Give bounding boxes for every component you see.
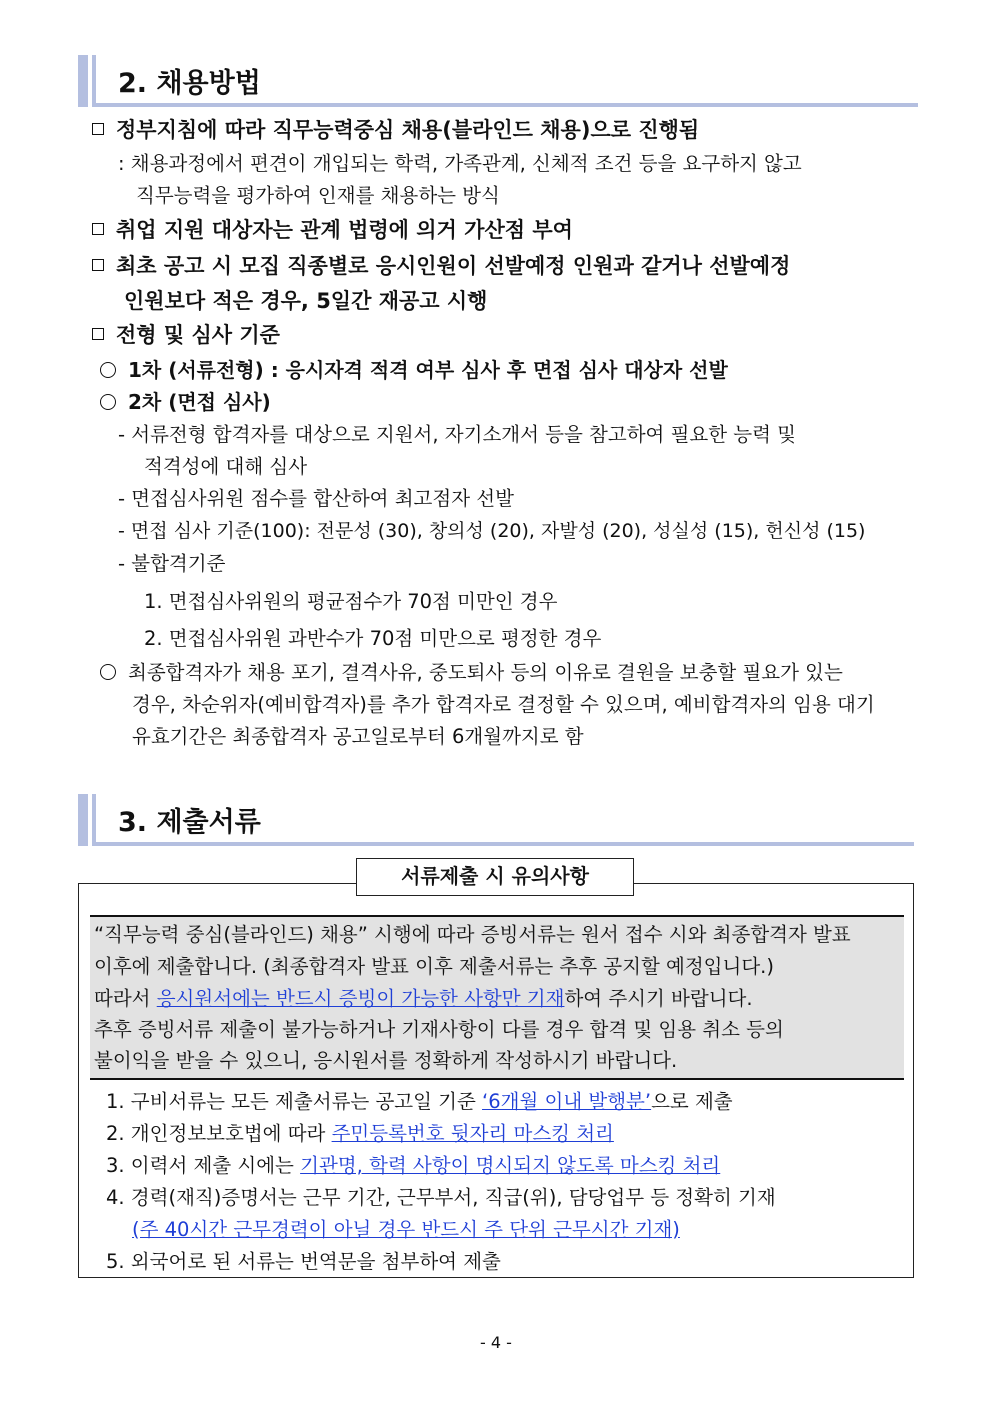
doc-list-item: 1. 구비서류는 모든 제출서류는 공고일 기준 ‘6개월 이내 발행분’으로 제출 xyxy=(106,1090,733,1113)
header-accent-bar xyxy=(78,55,88,107)
checkbox-bullet-icon xyxy=(92,223,104,235)
numbered-item: 1. 면접심사위원의 평균점수가 70점 미만인 경우 xyxy=(144,590,558,613)
header-underline xyxy=(96,842,914,846)
bullet-item: 전형 및 심사 기준 xyxy=(92,322,280,348)
notice-box-title: 서류제출 시 유의사항 xyxy=(356,858,634,896)
notice-line: “직무능력 중심(블라인드) 채용” 시행에 따라 증빙서류는 원서 접수 시와 최종합격자 발표 xyxy=(94,923,851,946)
highlight-text: ‘6개월 이내 발행분’ xyxy=(482,1090,652,1113)
circle-item: 2차 (면접 심사) xyxy=(100,389,271,415)
dash-item: - 면접심사위원 점수를 합산하여 최고점자 선발 xyxy=(118,487,514,510)
bullet-item: 최초 공고 시 모집 직종별로 응시인원이 선발예정 인원과 같거나 선발예정 xyxy=(92,253,790,279)
notice-line: 이후에 제출합니다. (최종합격자 발표 이후 제출서류는 추후 공지할 예정입니다.) xyxy=(94,955,774,978)
section-3-title: 3. 제출서류 xyxy=(118,807,261,838)
numbered-item: 2. 면접심사위원 과반수가 70점 미만으로 평정한 경우 xyxy=(144,627,602,650)
highlight-text: 기관명, 학력 사항이 명시되지 않도록 마스킹 처리 xyxy=(300,1154,721,1177)
bullet-item: 정부지침에 따라 직무능력중심 채용(블라인드 채용)으로 진행됨 xyxy=(92,117,699,143)
highlight-text: 주민등록번호 뒷자리 마스킹 처리 xyxy=(331,1122,614,1145)
notice-line: 불이익을 받을 수 있으니, 응시원서를 정확하게 작성하시기 바랍니다. xyxy=(94,1049,678,1072)
doc-list-item-note: (주 40시간 근무경력이 아닐 경우 반드시 주 단위 근무시간 기재) xyxy=(132,1218,680,1241)
notice-line: 따라서 응시원서에는 반드시 증빙이 가능한 사항만 기재하여 주시기 바랍니다. xyxy=(94,987,753,1010)
header-accent-bar-thin xyxy=(92,55,96,107)
section-2-title: 2. 채용방법 xyxy=(118,68,261,99)
dash-item-cont: 적격성에 대해 심사 xyxy=(144,455,308,478)
header-accent-bar-thin xyxy=(92,794,96,846)
circle-item-cont: 유효기간은 최종합격자 공고일로부터 6개월까지로 함 xyxy=(132,725,584,748)
sub-text: : 채용과정에서 편견이 개입되는 학력, 가족관계, 신체적 조건 등을 요구하지 않고 xyxy=(118,152,802,175)
sub-text: 직무능력을 평가하여 인재를 채용하는 방식 xyxy=(136,184,500,207)
page-number: - 4 - xyxy=(480,1333,512,1352)
highlight-link-text: 응시원서에는 반드시 증빙이 가능한 사항만 기재 xyxy=(156,987,565,1010)
dash-item: - 면접 심사 기준(100): 전문성 (30), 창의성 (20), 자발성 (20), 성실성 (15), 헌신성 (15) xyxy=(118,520,866,542)
doc-list-item: 5. 외국어로 된 서류는 번역문을 첨부하여 제출 xyxy=(106,1250,501,1273)
header-accent-bar xyxy=(78,794,88,846)
bullet-item-cont: 인원보다 적은 경우, 5일간 재공고 시행 xyxy=(124,289,488,313)
circle-item-cont: 경우, 차순위자(예비합격자)를 추가 합격자로 결정할 수 있으며, 예비합격자의 임용 대기 xyxy=(132,693,875,716)
dash-item: - 서류전형 합격자를 대상으로 지원서, 자기소개서 등을 참고하여 필요한 능력 및 xyxy=(118,423,797,446)
checkbox-bullet-icon xyxy=(92,328,104,340)
dash-item: - 불합격기준 xyxy=(118,552,226,575)
doc-list-item: 3. 이력서 제출 시에는 기관명, 학력 사항이 명시되지 않도록 마스킹 처리 xyxy=(106,1154,721,1177)
doc-list-item: 4. 경력(재직)증명서는 근무 기간, 근무부서, 직급(위), 담당업무 등 정확히 기재 xyxy=(106,1186,776,1209)
circle-bullet-icon xyxy=(100,362,116,378)
circle-item: 최종합격자가 채용 포기, 결격사유, 중도퇴사 등의 이유로 결원을 보충할 필요가 있는 xyxy=(100,660,843,686)
header-underline xyxy=(96,103,918,107)
bullet-item: 취업 지원 대상자는 관계 법령에 의거 가산점 부여 xyxy=(92,217,573,243)
circle-bullet-icon xyxy=(100,664,116,680)
circle-bullet-icon xyxy=(100,394,116,410)
checkbox-bullet-icon xyxy=(92,259,104,271)
doc-list-item: 2. 개인정보보호법에 따라 주민등록번호 뒷자리 마스킹 처리 xyxy=(106,1122,614,1145)
notice-line: 추후 증빙서류 제출이 불가능하거나 기재사항이 다를 경우 합격 및 임용 취소 등의 xyxy=(94,1018,784,1041)
checkbox-bullet-icon xyxy=(92,123,104,135)
circle-item: 1차 (서류전형) : 응시자격 적격 여부 심사 후 면접 심사 대상자 선발 xyxy=(100,357,728,383)
